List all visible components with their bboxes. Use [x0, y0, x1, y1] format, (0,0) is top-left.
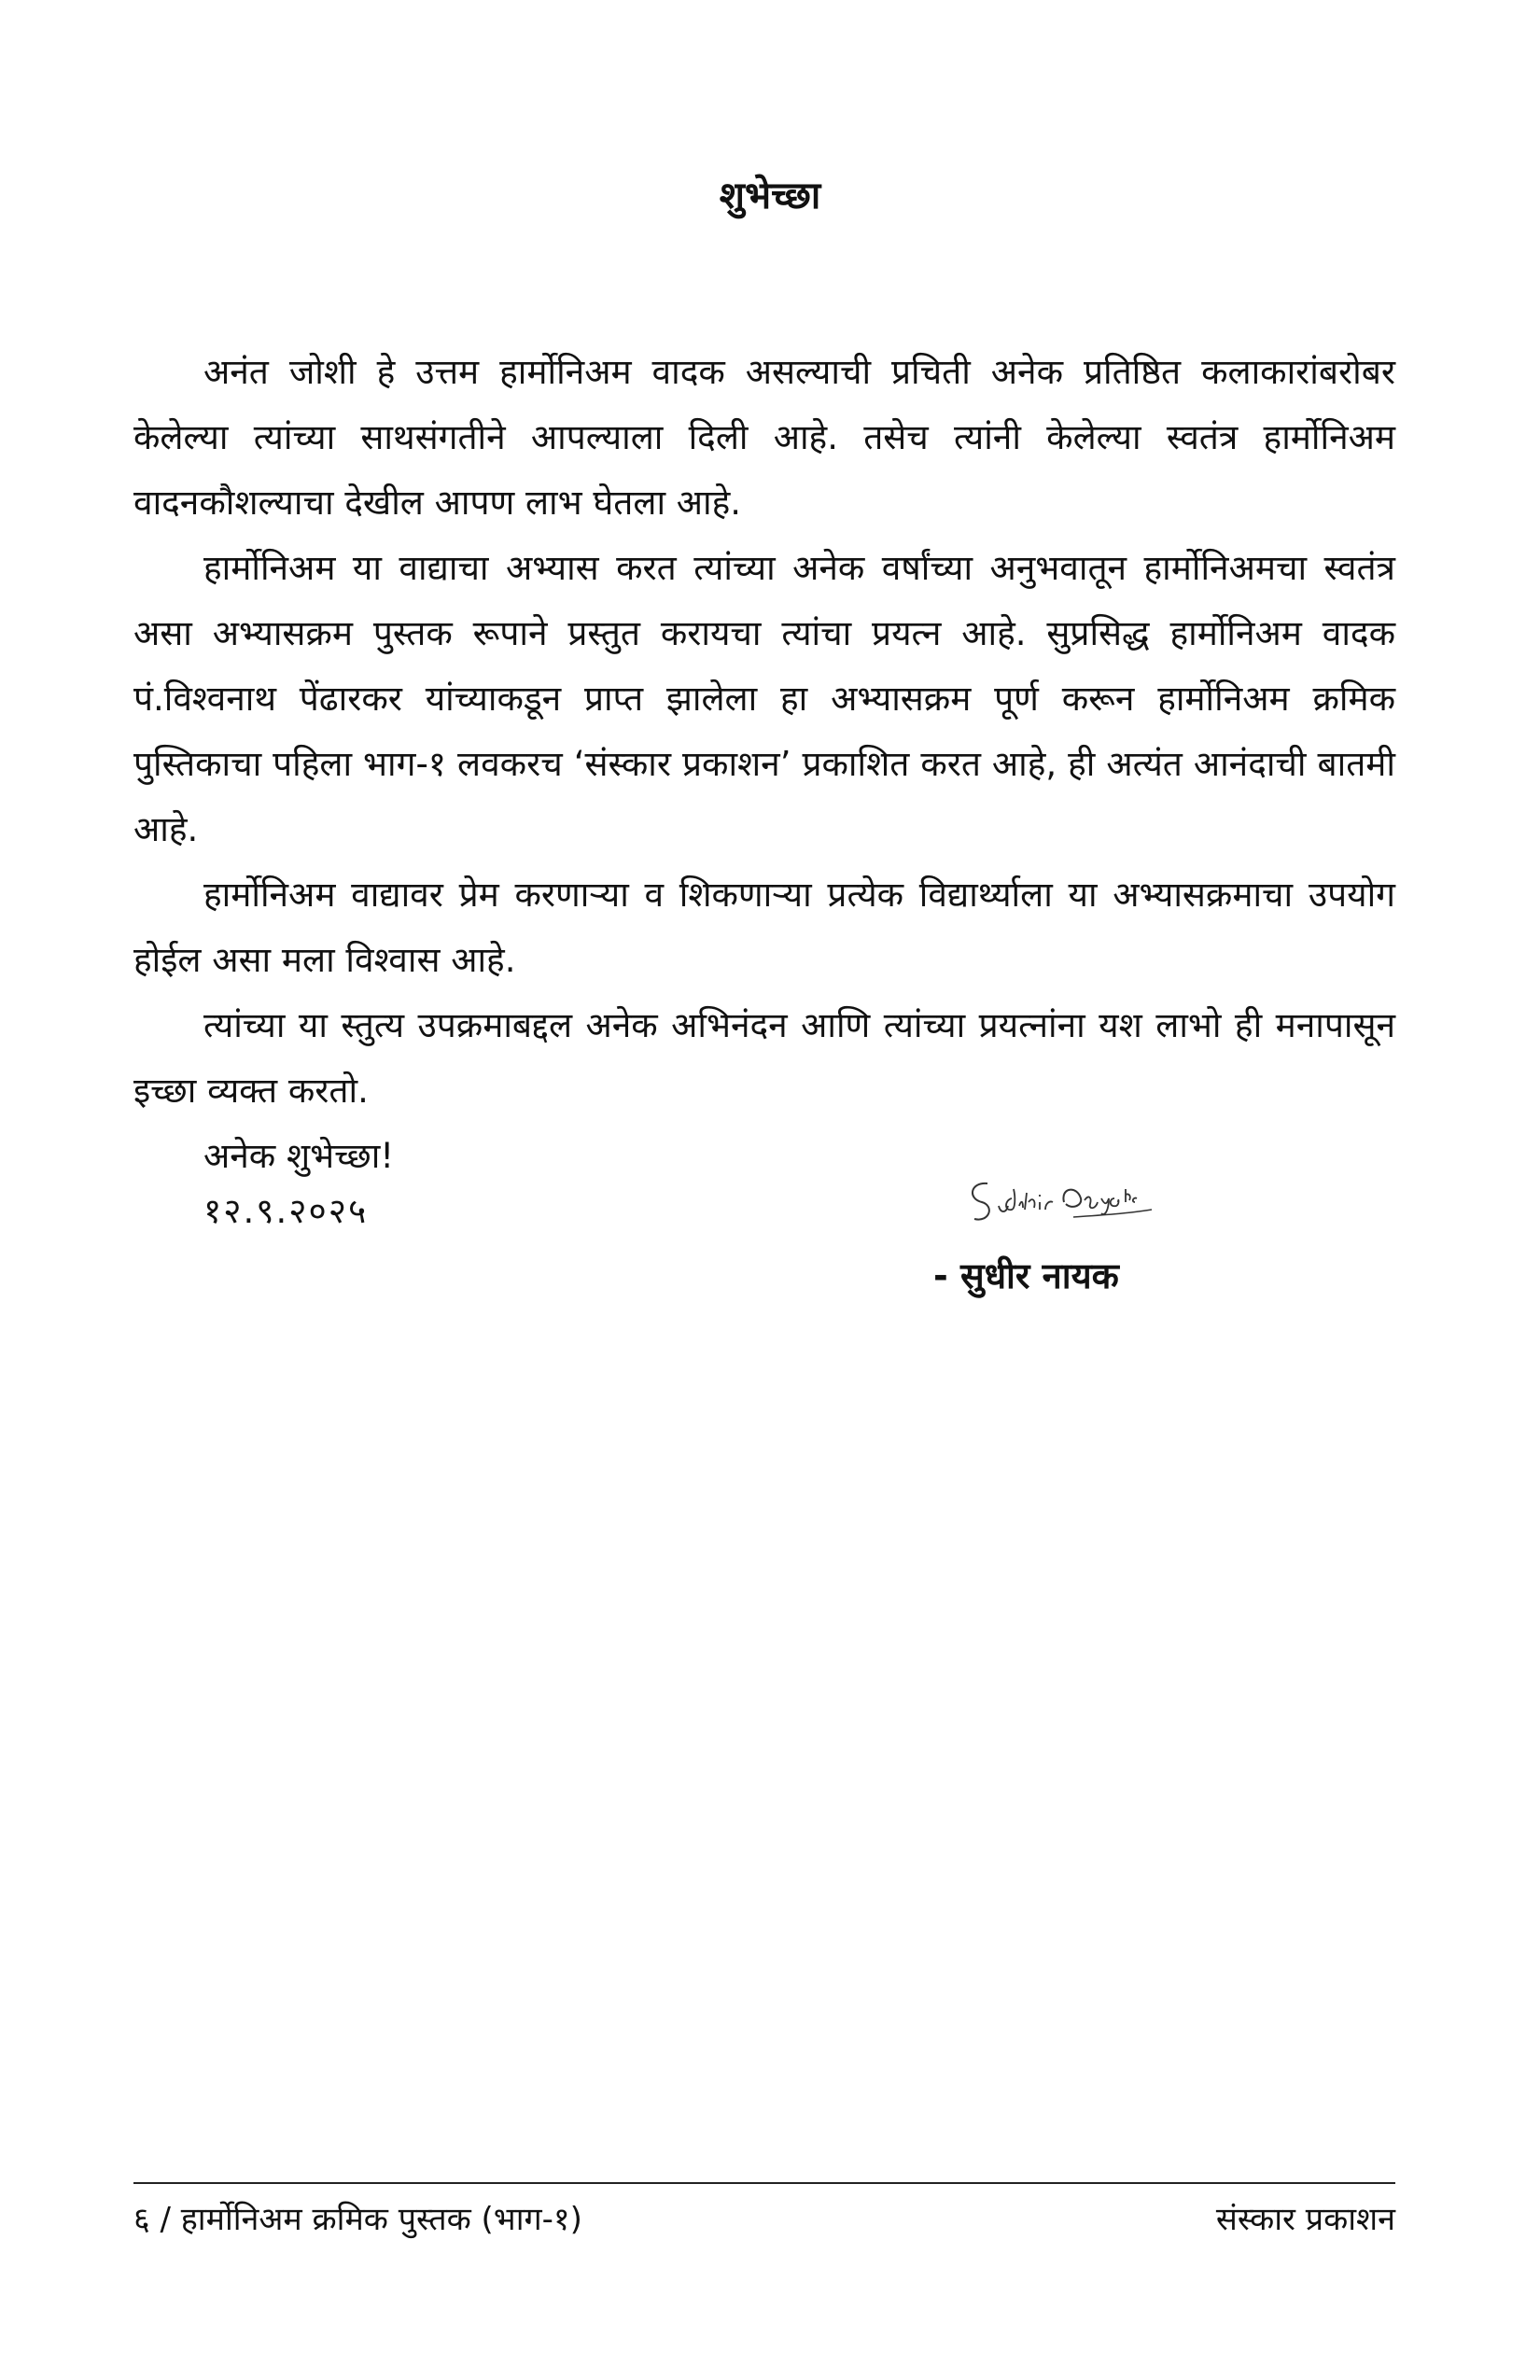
handwritten-signature: [961, 1165, 1185, 1239]
paragraph: अनंत जोशी हे उत्तम हार्मोनिअम वादक असल्याची प्रचिती अनेक प्रतिष्ठित कलाकारांबरोबर केलेल्या त्यांच्या साथसंगतीने आपल्याला दिली आहे. तसेच त्यांनी केलेल्या स्वतंत्र हार्मोनिअम वादनकौशल्याचा देखील आपण लाभ घेतला आहे.: [133, 352, 1396, 523]
letter-body: [133, 340, 1395, 1189]
page-title: शुभेच्छा: [719, 175, 821, 217]
paragraph: हार्मोनिअम या वाद्याचा अभ्यास करत त्यांच्या अनेक वर्षांच्या अनुभवातून हार्मोनिअमचा स्वतंत्र असा अभ्यासक्रम पुस्तक रूपाने प्रस्तुत करायचा त्यांचा प्रयत्न आहे. सुप्रसिद्ध हार्मोनिअम वादक पं.विश्वनाथ पेंढारकर यांच्याकडून प्राप्त झालेला हा अभ्यासक्रम पूर्ण करून हार्मोनिअम क्रमिक पुस्तिकाचा पहिला भाग-१ लवकरच ‘संस्कार प्रकाशन’ प्रकाशित करत आहे, ही अत्यंत आनंदाची बातमी आहे.: [133, 548, 1395, 849]
footer-publisher: संस्कार प्रकाशन: [1215, 2201, 1395, 2238]
signatory-name: - सुधीर नायक: [933, 1255, 1119, 1296]
paragraph: हार्मोनिअम वाद्यावर प्रेम करणाऱ्या व शिकणाऱ्या प्रत्येक विद्यार्थ्याला या अभ्यासक्रमाचा उपयोग होईल असा मला विश्वास आहे.: [133, 875, 1395, 980]
footer-divider: [133, 2182, 1395, 2184]
footer-page-info: ६ / हार्मोनिअम क्रमिक पुस्तक (भाग-१): [133, 2201, 582, 2238]
paragraph: त्यांच्या या स्तुत्य उपक्रमाबद्दल अनेक अभिनंदन आणि त्यांच्या प्रयत्नांना यश लाभो ही मनापासून इच्छा व्यक्त करतो.: [133, 1005, 1395, 1111]
letter-date: १२.९.२०२५: [203, 1191, 369, 1231]
closing-greeting: अनेक शुभेच्छा!: [203, 1136, 395, 1176]
